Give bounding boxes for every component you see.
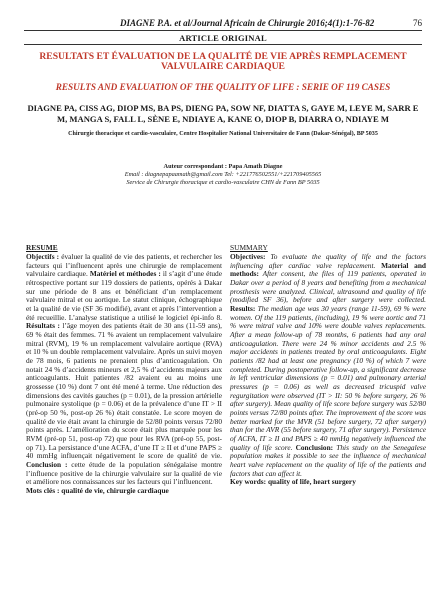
journal-citation: DIAGNE P.A. et al/Journal Africain de Chirurgie 2016;4(1):1-76-82 [120, 18, 375, 28]
keywords-text: quality of life, heart surgery [267, 477, 356, 487]
methodes-text: il s’agit d’une étude rétrospective portant sur 119 dossiers de patients, opérés à Dakar sur une période de 8 ans et bénéficiant d’un remplacement valvulaire mitral et ou aortique. Le statut clinique, échographique et la qualité de vie (SF 36 modifié), avant et après l’intervention a été recueillie. L’analyse statistique a utilisé le logiciel épi-info 8. [26, 269, 222, 322]
results-label: Results: [230, 304, 256, 314]
resultats-text: l’âge moyen des patients était de 30 ans (11-59 ans), 69 % était des femmes. 71 % avaient un remplacement valvulaire mitral (RVM), 19 % un remplacement valvulaire aortique (RVA) et 10 % un double remplacement valvulaire. Après un suivi moyen de 78 mois, 6 patients ne prenaient plus d’anticoagulation. On notait 24 % d’accidents mineurs et 2,5 % d’accidents majeurs aux anticoagulants. Huit patientes /82 avaient eu au moins une grossesse (10 %) dont 7 ont été mené à terme. Une réduction des dimensions des cavités gauches (p = 0.01), de la pression artérielle pulmonaire systolique (p = 0.06) et de la prévalence d’une IT > II (pré-op 50 %, post-op 26 %) était constatée. Le score moyen de qualité de vie était avant la chirurgie de 52/80 points versus 72/80 points après. L’amélioration du score était plus marquée pour les RVM (pré-op 51, post-op 72) que pour les RVA (pré-op 55, post-op 71). La persistance d’une ACFA, d’une IT ≥ II et d’une PAPS ≥ 40 mmHg influençait négativement le score de qualité de vie. [26, 321, 223, 461]
resultats-label: Résultats : [26, 321, 60, 331]
objectifs-label: Objectifs : [26, 252, 60, 262]
conclusion-en-label: Conclusion: [295, 442, 334, 452]
conclusion-en-text: This study on the Senegalese population makes it possible to see the influence of mechanical heart valve replacement on the quality of life of the patients and factors that can affect it. [230, 442, 426, 478]
keywords-label: Key words: [230, 477, 267, 487]
conclusion-fr-text: cette étude de la population sénégalaise montre l’influence positive de la chirurgie valvulaire sur la qualité de vie et améliore nos connaissances sur les facteurs qui l’influencent. [26, 459, 222, 487]
methods-text: After consent, the files of 119 patients, operated in Dakar over a period of 8 years and benefiting from a mechanical prosthesis were analyzed. Clinical, ultrasound and quality of life (modified SF 36), before and after surgery were collected. [230, 269, 426, 305]
methodes-label: Matériel et méthodes : [89, 269, 161, 279]
resume-column [26, 244, 222, 496]
summary-heading: SUMMARY [230, 243, 268, 252]
title-english: RESULTS AND EVALUATION OF THE QUALITY OF LIFE : SERIE OF 119 CASES [55, 82, 391, 92]
corresponding-author: Auteur correspondant : Papa Amath Diagne [163, 163, 283, 170]
summary-column [230, 244, 426, 487]
resume-heading: RESUME [26, 243, 58, 252]
affiliation: Chirurgie thoracique et cardio-vasculaire, Centre Hospitalier National Universitaire de Fann (Dakar-Sénégal), BP 5035 [68, 131, 378, 137]
article-type-label: ARTICLE ORIGINAL [179, 33, 267, 43]
mots-cles-label: Mots clés : [26, 485, 60, 495]
running-header [24, 18, 422, 30]
objectives-text: To evaluate the quality of life and the factors influencing after cardiac valve replacement. [230, 252, 426, 270]
keywords-line [230, 478, 426, 487]
summary-text [230, 253, 426, 478]
author-list: DIAGNE PA, CISS AG, DIOP MS, BA PS, DIENG PA, SOW NF, DIATTA S, GAYE M, LEYE M, SARR E M, MANGA S, FALL L, SÈNE E, NDIAYE A, KANE O, DIOP B, DIARRA O, NDIAYE M [27, 103, 419, 124]
correspondence-block [24, 163, 422, 187]
contact-email-phone: Email : diagnepapaamath@gmail.com Tel: +221776502551/+221709405565 [124, 171, 322, 178]
mots-cles-line [26, 487, 222, 496]
conclusion-fr-label: Conclusion : [26, 459, 68, 469]
objectifs-text: évaluer la qualité de vie des patients, et rechercher les facteurs qui l’influencent après une chirurgie de remplacement valvulaire cardiaque. [26, 252, 222, 279]
title-french: RESULTATS ET ÉVALUATION DE LA QUALITÉ DE VIE APRÈS REMPLACEMENT VALVULAIRE CARDIAQUE [39, 51, 407, 72]
label-rule [24, 44, 422, 45]
objectives-label: Objectives: [230, 252, 266, 262]
mots-cles-text: qualité de vie, chirurgie cardiaque [61, 485, 169, 495]
methods-label: Material and methods: [230, 260, 426, 279]
header-rule [24, 30, 422, 31]
resume-text [26, 253, 222, 487]
page-number: 76 [413, 18, 422, 28]
service-address: Service de Chirurgie thoracique et cardio-vasculaire CHN de Fann BP 5035 [126, 179, 320, 186]
results-text: The median age was 30 years (range 11-59), 69 % were women. Of the 119 patients, (including), 19 % were aortic and 71 % were mitral valve and 10% were double valves replacements. After a mean follow-up of 78 months, 6 patients had any oral anticoagulation. There were 24 % minor accidents and 2.5 % major accidents in patients treated by oral anticoagulants. Eight patients /82 had at least one pregnancy (10 %) of which 7 were completed. During postoperative follow-up, a significant decrease in left ventricular dimensions (p = 0.01) and pulmonary arterial pressures (p = 0.06) as well as decreased tricuspid valve regurgitation were observed (IT > II: 50 % before surgery, 26 % after surgery). Mean quality of life score before surgery was 52/80 points versus 72/80 points after. The improvement of the score was better marked for the MVR (51 before surgery, 72 after surgery) than for the AVR (55 before surgery, 71 after surgery). Persistence of ACFA, IT ≥ II and PAPS ≥ 40 mmHg negatively influenced the quality of life score. [230, 304, 426, 452]
